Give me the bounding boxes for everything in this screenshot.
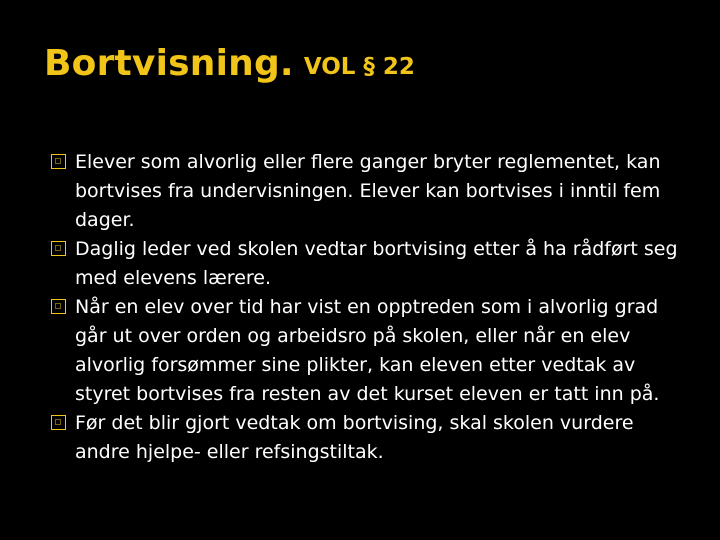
title-main: Bortvisning. [44,43,294,84]
bullet-text-3: Når en elev over tid har vist en opptreden som i alvorlig grad går ut over orden og arbeidsro på skolen, eller når en elev alvorlig forsømmer sine plikter, kan eleven etter vedtak av styret bortvises fra resten av det kurset eleven er tatt inn på. [75,296,660,405]
slide-title [44,40,415,94]
bullet-text-2: Daglig leder ved skolen vedtar bortvising etter å ha rådført seg med elevens lærere. [75,238,678,289]
title-subtitle: VOL § 22 [303,54,415,80]
bullet-text-1: Elever som alvorlig eller flere ganger bryter reglementet, kan bortvises fra undervisningen. Elever kan bortvises i inntil fem dager. [75,151,661,231]
bullet-text-4: Før det blir gjort vedtak om bortvising, skal skolen vurdere andre hjelpe- eller refsingstiltak. [75,412,634,463]
bullet-list [50,148,690,467]
square-bullet-icon [51,154,66,169]
bullet-item-4 [50,409,690,467]
slide-content [0,112,720,540]
bullet-item-2 [50,235,690,293]
square-bullet-icon [51,299,66,314]
square-bullet-icon [51,415,66,430]
bullet-item-3 [50,293,690,409]
bullet-item-1 [50,148,690,235]
title-bar [0,0,720,112]
square-bullet-icon [51,241,66,256]
